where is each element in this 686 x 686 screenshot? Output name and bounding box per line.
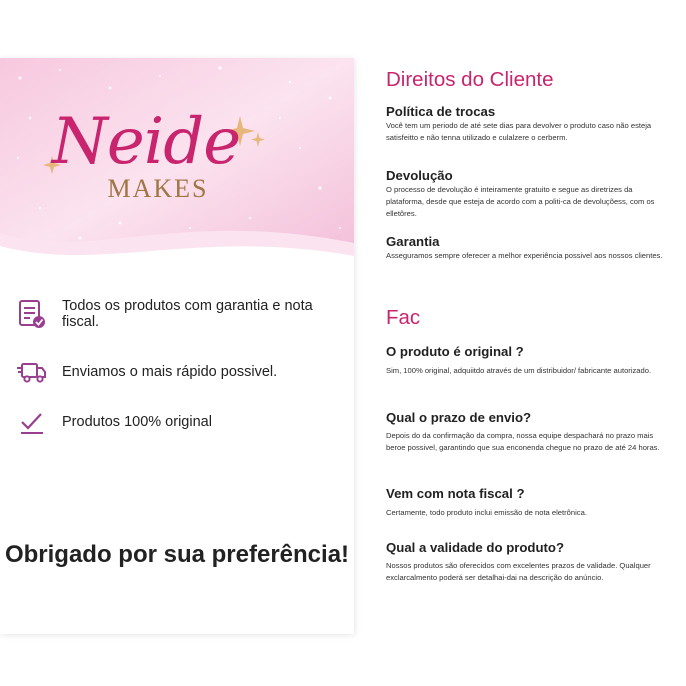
left-card: [0, 58, 354, 634]
feature-text: Todos os produtos com garantia e nota fiscal.: [62, 298, 313, 330]
item-heading: Devolução: [386, 168, 453, 183]
item-body: O processo de devolução é inteiramente gratuito e segue as diretrizes da plataforma, desde que esteja de acordo com a politi-ca de devoluçõess, com os elletôres.: [386, 185, 655, 218]
checkmark-icon: [16, 406, 48, 438]
faq-item: [386, 486, 672, 519]
faq-question: Qual a validade do produto?: [386, 540, 565, 555]
feature-original: [16, 402, 336, 442]
feature-shipping: [16, 352, 336, 392]
logo-script-text: Neide: [51, 105, 241, 179]
faq-item: [386, 410, 672, 454]
rights-item: [386, 168, 672, 220]
rights-title: [386, 68, 672, 92]
item-heading: Política de trocas: [386, 104, 496, 119]
item-body: Asseguramos sempre oferecer a melhor experiência possivel aos nossos clientes.: [386, 251, 663, 260]
faq-item: [386, 344, 672, 377]
faq-question: O produto é original ?: [386, 344, 524, 359]
feature-warranty: [16, 294, 336, 334]
faq-item: [386, 540, 672, 584]
item-heading: Garantia: [386, 234, 440, 249]
faq-title: [386, 306, 672, 330]
item-body: Você tem um periodo de até sete dias para devolver o produto caso não esteja satisfeitto e não tenna utilizado e culalzere o cerberm.: [386, 121, 652, 142]
faq-answer: Nossos produtos são oferecidos com excelentes prazos de validade. Qualquer exclarcalmento poderá ser detalhai-dai na descrição do anúncio.: [386, 561, 651, 582]
rights-item: [386, 234, 672, 262]
faq-answer: Certamente, todo produto inclui emissão de nota eletrônica.: [386, 508, 587, 517]
faq-question: Qual o prazo de envio?: [386, 410, 532, 425]
rights-item: [386, 104, 672, 144]
section-title: Fac: [386, 306, 421, 329]
feature-text: Produtos 100% original: [62, 414, 212, 430]
feature-text: Enviamos o mais rápido possivel.: [62, 364, 278, 380]
delivery-truck-icon: [16, 356, 48, 388]
section-title: Direitos do Cliente: [386, 68, 554, 91]
logo-banner: [0, 58, 354, 268]
faq-answer: Sim, 100% original, adquiitdo através de um distribuidor/ fabricante autorizado.: [386, 366, 652, 375]
document-check-icon: [16, 298, 48, 330]
faq-question: Vem com nota fiscal ?: [386, 486, 525, 501]
logo-subtitle: MAKES: [107, 174, 209, 203]
thank-you-message: Obrigado por sua preferência!: [4, 541, 350, 568]
faq-answer: Depois do da confirmação da compra, nossa equipe despachará no prazo mais beroe possivel, garantindo que sua enconenda chegue no prazo de até 24 horas.: [386, 431, 660, 452]
